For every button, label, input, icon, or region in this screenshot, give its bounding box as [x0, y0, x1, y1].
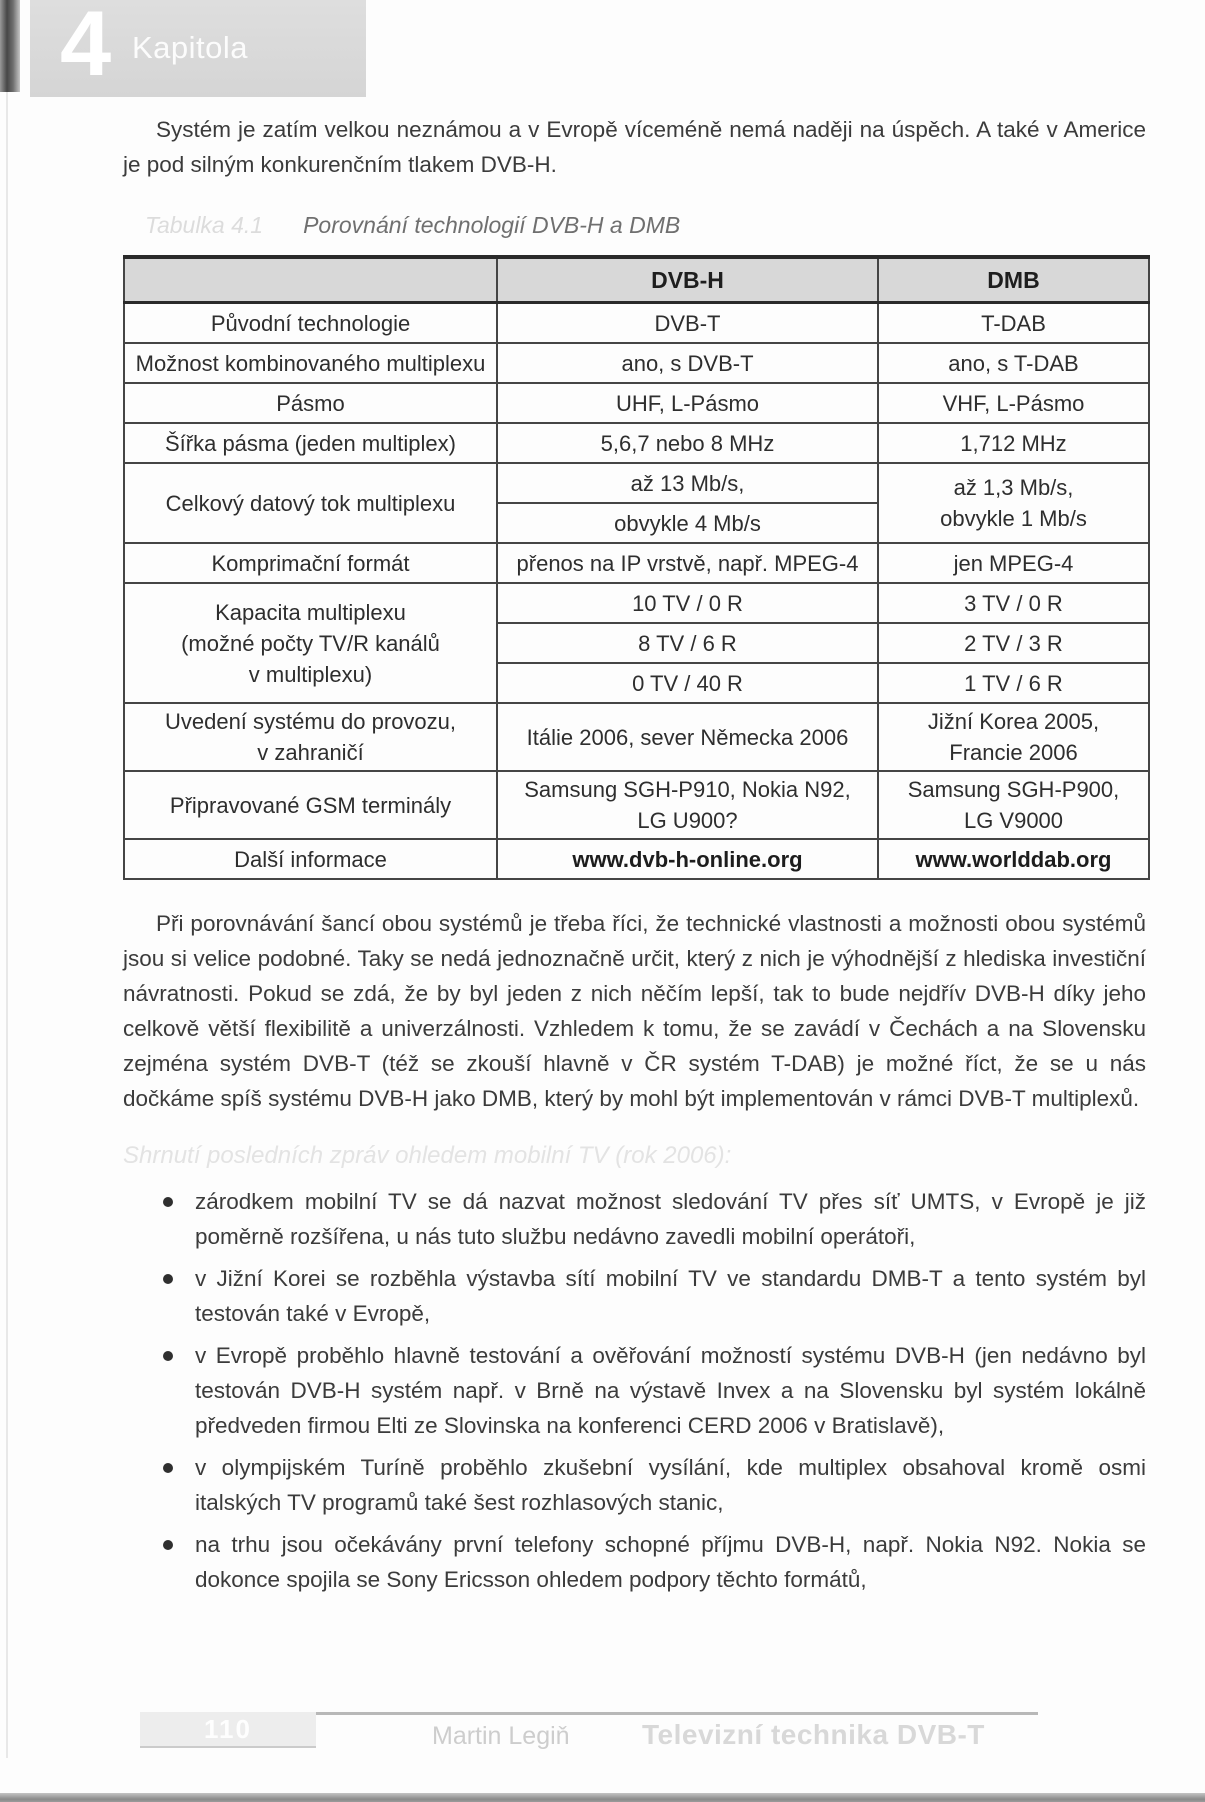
comparison-table — [123, 255, 1150, 880]
dvbh-value-cell: obvykle 4 Mb/s — [497, 503, 878, 543]
list-item — [123, 1527, 1146, 1597]
row-label-cell — [124, 583, 497, 703]
bullet-icon — [163, 1540, 173, 1550]
scan-edge-line — [6, 92, 8, 1758]
dvbh-value-cell: DVB-T — [497, 303, 878, 344]
dmb-value-cell: 3 TV / 0 R — [878, 583, 1149, 623]
dmb-value-line: Jižní Korea 2005, — [927, 709, 1100, 734]
dmb-value-line: Francie 2006 — [949, 740, 1078, 765]
page-number: 110 — [204, 1714, 252, 1744]
header-empty-cell — [124, 257, 497, 303]
page-number-box — [140, 1712, 316, 1748]
section-heading: Shrnutí posledních zpráv ohledem mobilní TV (rok 2006): — [123, 1142, 732, 1169]
row-label-cell: Připravované GSM terminály — [124, 771, 497, 839]
table-row — [124, 703, 1149, 771]
row-label-line: Kapacita multiplexu — [215, 599, 406, 625]
chapter-number: 4 — [60, 0, 112, 95]
row-label-line: Uvedení systému do provozu, — [164, 709, 457, 734]
table-row — [124, 543, 1149, 583]
bullet-icon — [163, 1274, 173, 1284]
list-item — [123, 1338, 1146, 1443]
scan-bottom-edge — [0, 1793, 1205, 1802]
dvbh-value-cell: 0 TV / 40 R — [497, 663, 878, 703]
footer-author: Martin Legiň — [432, 1722, 570, 1750]
dmb-value-line: až 1,3 Mb/s, — [953, 475, 1074, 500]
table-caption-title: Porovnání technologií DVB-H a DMB — [303, 212, 681, 238]
dvbh-url-cell: www.dvb-h-online.org — [497, 839, 878, 879]
row-label-cell: Další informace — [124, 839, 497, 879]
table-row — [124, 463, 1149, 503]
bullet-icon — [163, 1351, 173, 1361]
table-row — [124, 423, 1149, 463]
dvbh-value-cell: 5,6,7 nebo 8 MHz — [497, 423, 878, 463]
list-item-text: zárodkem mobilní TV se dá nazvat možnost sledování TV přes síť UMTS, v Evropě je již poměrně rozšířena, u nás tuto službu nedávno zavedli mobilní operátoři, — [195, 1189, 1146, 1249]
dmb-value-line: obvykle 1 Mb/s — [940, 506, 1087, 531]
list-item-text: na trhu jsou očekávány první telefony schopné příjmu DVB-H, např. Nokia N92. Nokia se dokonce spojila se Sony Ericsson ohledem podpory těchto formátů, — [195, 1532, 1146, 1592]
header-dmb-cell: DMB — [878, 257, 1149, 303]
dmb-value-cell — [878, 703, 1149, 771]
table-caption — [123, 212, 1146, 239]
dvbh-value-cell: přenos na IP vrstvě, např. MPEG-4 — [497, 543, 878, 583]
bullet-icon — [163, 1197, 173, 1207]
bullet-icon — [163, 1463, 173, 1473]
dmb-value-cell: 2 TV / 3 R — [878, 623, 1149, 663]
table-header-row — [124, 257, 1149, 303]
dmb-value-line: LG V9000 — [963, 808, 1064, 833]
header-dvbh-cell: DVB-H — [497, 257, 878, 303]
dvbh-value-cell: ano, s DVB-T — [497, 343, 878, 383]
dmb-value-cell — [878, 771, 1149, 839]
table-row — [124, 771, 1149, 839]
row-label-cell: Šířka pásma (jeden multiplex) — [124, 423, 497, 463]
row-label-cell: Celkový datový tok multiplexu — [124, 463, 497, 543]
chapter-title: Kapitola — [132, 30, 249, 65]
dmb-value-cell — [878, 463, 1149, 543]
summary-list — [123, 1184, 1146, 1597]
dvbh-value-cell: Itálie 2006, sever Německa 2006 — [497, 703, 878, 771]
chapter-banner — [30, 0, 366, 97]
list-item — [123, 1261, 1146, 1331]
dvbh-value-cell: až 13 Mb/s, — [497, 463, 878, 503]
table-row — [124, 303, 1149, 344]
list-item-text: v Evropě proběhlo hlavně testování a ověřování možností systému DVB-H (jen nedávno byl testován DVB-H systém např. v Brně na výstavě Invex a na Slovensku byl systém lokálně předveden firmou Elti ze Slovinska na konferenci CERD 2006 v Bratislavě), — [195, 1343, 1146, 1438]
scan-binding-edge — [0, 0, 20, 92]
dvbh-value-line: LG U900? — [637, 808, 738, 833]
discussion-paragraph: Při porovnávání šancí obou systémů je třeba říci, že technické vlastnosti a možnosti obou systémů jsou si velice podobné. Taky se nedá jednoznačně určit, který z nich je výhodnější z hlediska investiční návratnosti. Pokud se zdá, že by byl jeden z nich něčím lepší, tak to bude nejdřív DVB-H díky jeho celkově větší flexibilitě a univerzálnosti. Vzhledem k tomu, že se zavádí v Čechách a na Slovensku zejména systém DVB-T (též se zkouší hlavně v ČR systém T-DAB) je možné říct, že se u nás dočkáme spíš systému DVB-H jako DMB, který by mohl být implementován v rámci DVB-T multiplexů. — [123, 911, 1146, 1111]
list-item — [123, 1184, 1146, 1254]
dmb-value-cell: VHF, L-Pásmo — [878, 383, 1149, 423]
row-label-cell: Možnost kombinovaného multiplexu — [124, 343, 497, 383]
list-item — [123, 1450, 1146, 1520]
footer-book-title: Televizní technika DVB-T — [642, 1719, 985, 1750]
row-label-cell — [124, 703, 497, 771]
page-footer — [0, 1712, 1205, 1760]
row-label-line: v multiplexu) — [248, 661, 373, 687]
row-label-cell: Komprimační formát — [124, 543, 497, 583]
footer-rule — [316, 1712, 1038, 1715]
dvbh-value-cell: 8 TV / 6 R — [497, 623, 878, 663]
dvbh-value-cell: UHF, L-Pásmo — [497, 383, 878, 423]
row-label-cell: Pásmo — [124, 383, 497, 423]
row-label-line: v zahraničí — [257, 740, 364, 765]
table-row — [124, 383, 1149, 423]
dmb-value-cell: 1,712 MHz — [878, 423, 1149, 463]
table-caption-number: Tabulka 4.1 — [145, 212, 264, 238]
page-content — [123, 112, 1146, 1604]
dmb-value-cell: ano, s T-DAB — [878, 343, 1149, 383]
dvbh-value-line: Samsung SGH-P910, Nokia N92, — [524, 777, 851, 802]
dmb-value-cell: T-DAB — [878, 303, 1149, 344]
row-label-line: (možné počty TV/R kanálů — [181, 630, 440, 656]
dmb-value-cell: jen MPEG-4 — [878, 543, 1149, 583]
intro-paragraph: Systém je zatím velkou neznámou a v Evropě víceméně nemá naději na úspěch. A také v Americe je pod silným konkurenčním tlakem DVB-H. — [123, 117, 1146, 177]
list-item-text: v olympijském Turíně proběhlo zkušební vysílání, kde multiplex obsahoval kromě osmi italských TV programů také šest rozhlasových stanic, — [195, 1455, 1146, 1515]
dvbh-value-cell: 10 TV / 0 R — [497, 583, 878, 623]
dmb-url-cell: www.worlddab.org — [878, 839, 1149, 879]
dvbh-value-cell — [497, 771, 878, 839]
table-row — [124, 343, 1149, 383]
dmb-value-cell: 1 TV / 6 R — [878, 663, 1149, 703]
row-label-cell: Původní technologie — [124, 303, 497, 344]
table-row — [124, 839, 1149, 879]
list-item-text: v Jižní Korei se rozběhla výstavba sítí mobilní TV ve standardu DMB-T a tento systém byl testován také v Evropě, — [195, 1266, 1146, 1326]
table-row — [124, 583, 1149, 623]
dmb-value-line: Samsung SGH-P900, — [907, 777, 1120, 802]
